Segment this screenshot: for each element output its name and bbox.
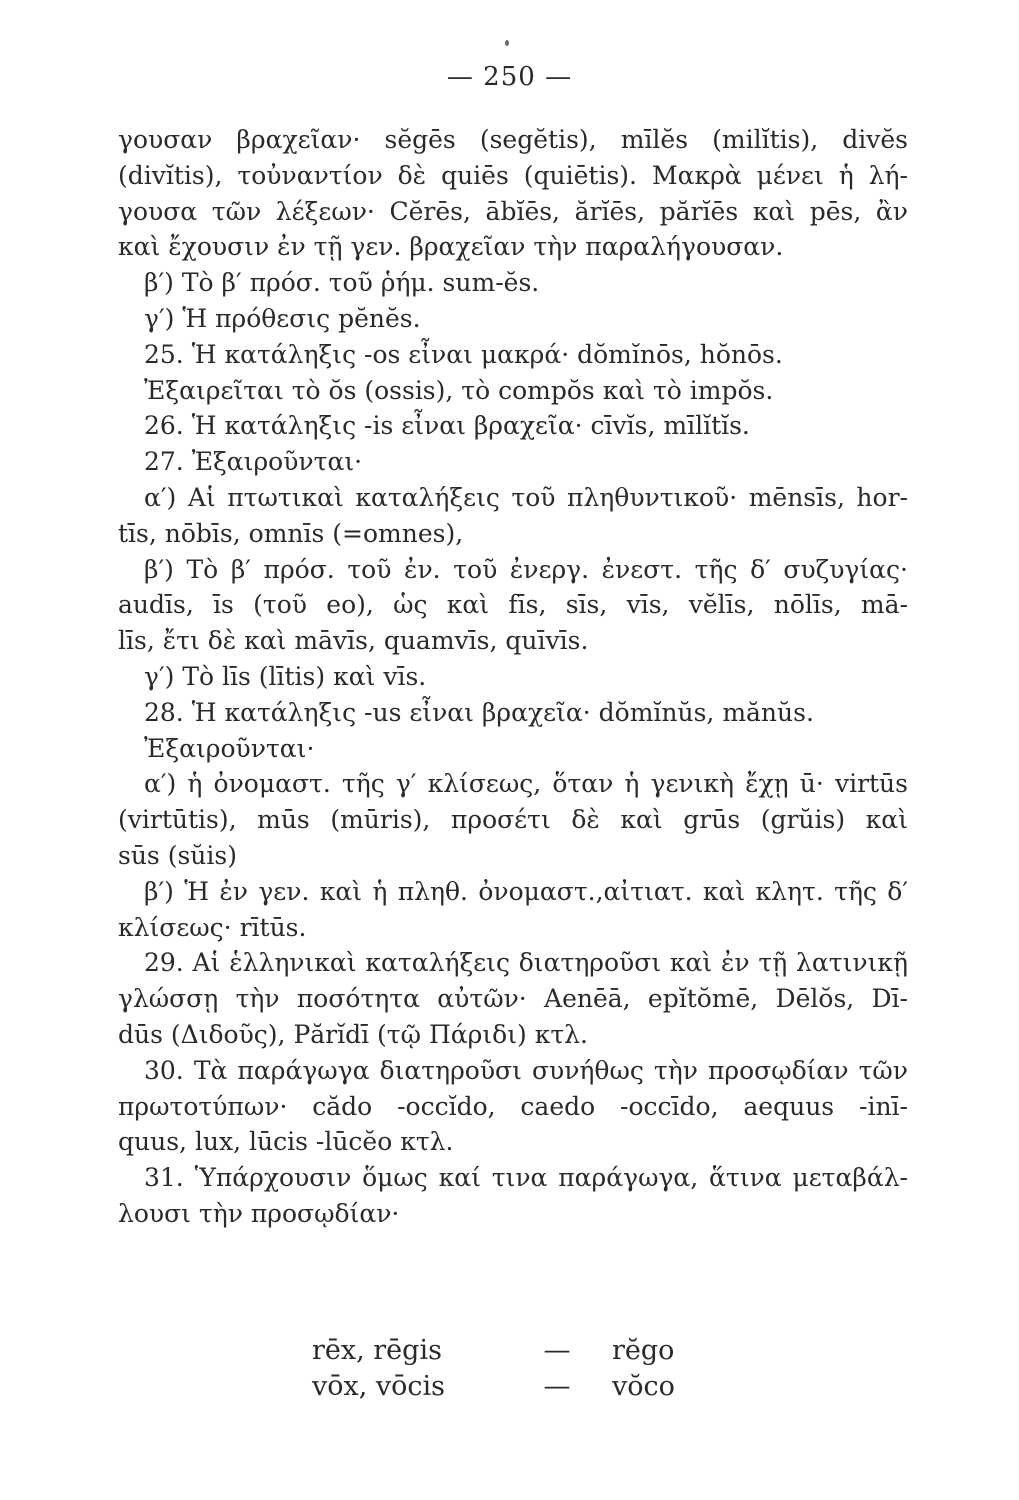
body-text (118, 122, 908, 1232)
text-line: Ἐξαιροῦνται· (144, 733, 315, 763)
text-line: κλίσεως· rītūs. (118, 912, 307, 942)
text-line: γλώσσῃ τὴν ποσότητα αὐτῶν· Aenēā, epĭtŏmē, Dēlŏs, Dī- (118, 984, 908, 1014)
text-line: γ′) Τὸ līs (lītis) καὶ vīs. (144, 661, 427, 691)
dash-separator: — (543, 1335, 571, 1366)
text-line: 28. Ἡ κατάληξις -us εἶναι βραχεῖα· dŏmĭnŭs, mănŭs. (144, 697, 814, 727)
text-line: β′) Τὸ β′ πρόσ. τοῦ ῥήμ. sum-ĕs. (144, 268, 540, 298)
text-line: audīs, īs (τοῦ eo), ὡς καὶ fīs, sīs, vīs, vĕlīs, nōlīs, mā- (118, 590, 908, 620)
base-word: vōx, vōcis (312, 1371, 446, 1402)
word-derivation-table (312, 1333, 712, 1405)
text-line: (virtūtis), mūs (mūris), προσέτι δὲ καὶ grūs (grŭis) καὶ (118, 805, 908, 835)
text-line: β′) Τὸ β′ πρόσ. τοῦ ἐν. τοῦ ἐνεργ. ἐνεστ. τῆς δ′ συζυγίας· (144, 554, 908, 584)
text-line: 30. Τὰ παράγωγα διατηροῦσι συνήθως τὴν προσῳδίαν τῶν (144, 1055, 908, 1085)
text-line: 27. Ἐξαιροῦνται· (144, 447, 363, 477)
text-line: līs, ἔτι δὲ καὶ māvīs, quamvīs, quīvīs. (118, 626, 589, 656)
text-line: γ′) Ἡ πρόθεσις pĕnĕs. (144, 303, 421, 333)
text-line: 26. Ἡ κατάληξις -is εἶναι βραχεῖα· cīvĭs, mīlĭtĭs. (144, 411, 750, 441)
text-line: Ἐξαιρεῖται τὸ ŏs (ossis), τὸ compŏs καὶ τὸ impŏs. (144, 375, 774, 405)
text-line: sūs (sŭis) (118, 840, 237, 870)
text-line: (divĭtis), τοὐναντίον δὲ quiēs (quiētis). Μακρὰ μένει ἡ λή- (118, 160, 908, 190)
text-line: tīs, nōbīs, omnīs (=omnes), (118, 518, 464, 548)
text-line: dūs (Διδοῦς), Părĭdī (τῷ Πάριδι) κτλ. (118, 1019, 588, 1049)
derived-word: vŏco (612, 1371, 675, 1402)
text-line: 31. Ὑπάρχουσιν ὅμως καί τινα παράγωγα, ἅτινα μεταβάλ- (144, 1163, 908, 1193)
ink-speck (505, 40, 509, 46)
text-line: λουσι τὴν προσῳδίαν· (118, 1198, 400, 1228)
text-line: 29. Αἱ ἑλληνικαὶ καταλήξεις διατηροῦσι καὶ ἐν τῇ λατινικῇ (144, 948, 908, 978)
text-line: quus, lux, lūcis -lūcĕo κτλ. (118, 1127, 454, 1157)
text-line: 25. Ἡ κατάληξις -os εἶναι μακρά· dŏmĭnōs, hŏnōs. (144, 339, 783, 369)
base-word: rēx, rēgis (312, 1335, 442, 1366)
text-line: καὶ ἔχουσιν ἐν τῇ γεν. βραχεῖαν τὴν παραλήγουσαν. (118, 232, 784, 262)
derived-word: rĕgo (612, 1335, 675, 1366)
word-row (312, 1333, 712, 1369)
word-row (312, 1369, 712, 1405)
dash-separator: — (543, 1371, 571, 1402)
text-line: γουσαν βραχεῖαν· sĕgēs (segĕtis), mīlĕs (milĭtis), divĕs (118, 125, 908, 154)
text-line: α′) Αἱ πτωτικαὶ καταλήξεις τοῦ πληθυντικοῦ· mēnsīs, hor- (144, 482, 908, 512)
text-line: β′) Ἡ ἐν γεν. καὶ ἡ πληθ. ὀνομαστ.,αἰτιατ. καὶ κλητ. τῆς δ′ (144, 876, 908, 906)
text-line: γουσα τῶν λέξεων· Cĕrēs, ābĭēs, ărĭēs, părĭēs καὶ pēs, ἂν (118, 196, 908, 226)
text-line: α′) ἡ ὀνομαστ. τῆς γ′ κλίσεως, ὅταν ἡ γενικὴ ἔχῃ ū· virtūs (144, 769, 908, 799)
text-line: πρωτοτύπων· cădo -occĭdo, caedo -occīdo, aequus -inī- (118, 1091, 908, 1121)
page-number: — 250 — (446, 62, 573, 92)
